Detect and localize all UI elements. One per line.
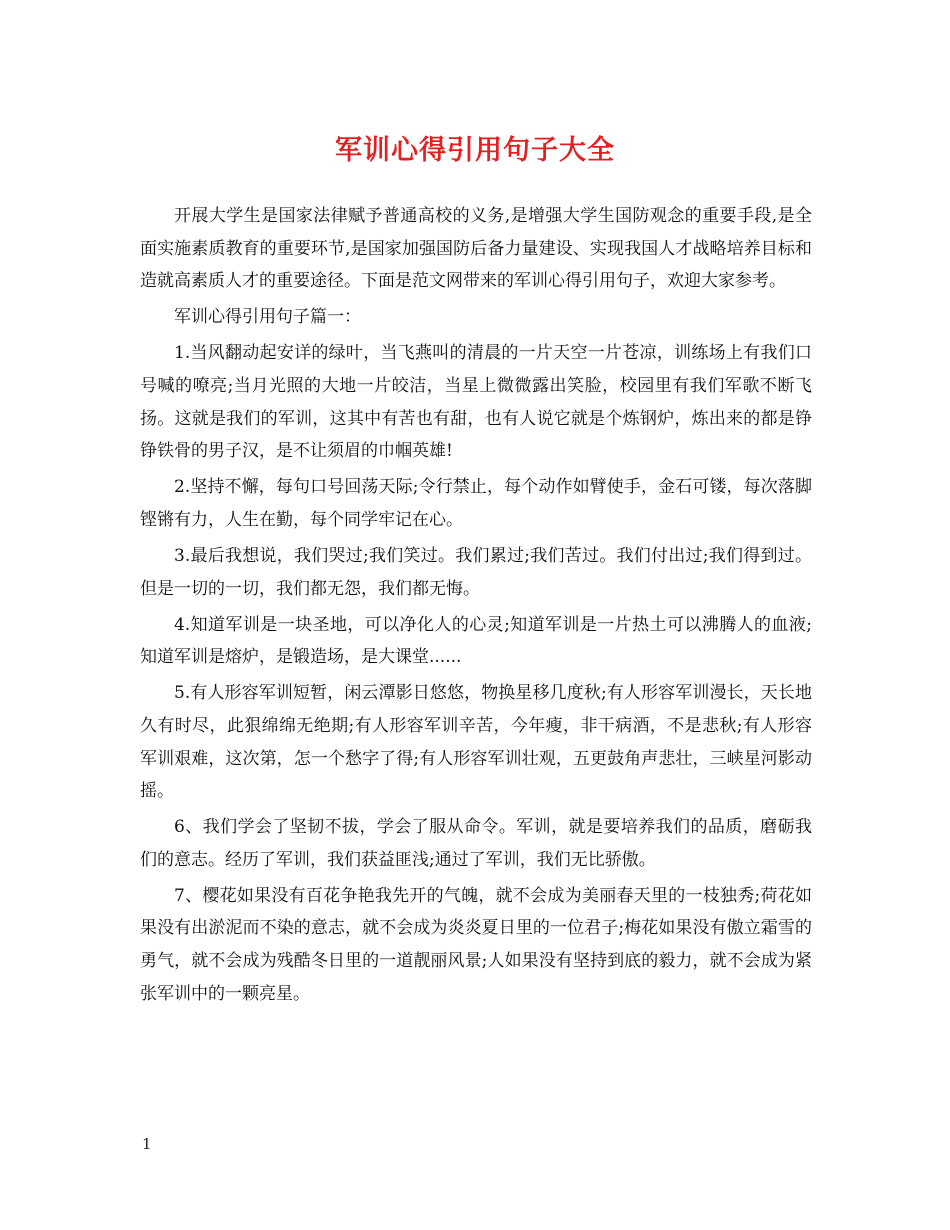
quote-paragraph-4: 4.知道军训是一块圣地，可以净化人的心灵;知道军训是一片热土可以沸腾人的血液;知道军训是熔炉，是锻造场，是大课堂......	[140, 614, 812, 668]
quote-paragraph-3: 3.最后我想说，我们哭过;我们笑过。我们累过;我们苦过。我们付出过;我们得到过。但是一切的一切，我们都无怨，我们都无悔。	[140, 545, 812, 599]
quote-paragraph-1: 1.当风翻动起安详的绿叶，当飞燕叫的清晨的一片天空一片苍凉，训练场上有我们口号喊的嘹亮;当月光照的大地一片皎洁，当星上微微露出笑脸，校园里有我们军歌不断飞扬。这就是我们的军训，这其中有苦也有甜，也有人说它就是个炼钢炉，炼出来的都是铮铮铁骨的男子汉，是不让须眉的巾帼英雄!	[140, 343, 812, 462]
page-number: 1	[142, 1135, 152, 1153]
intro-paragraph: 开展大学生是国家法律赋予普通高校的义务,是增强大学生国防观念的重要手段,是全面实施素质教育的重要环节,是国家加强国防后备力量建设、实现我国人才战略培养目标和造就高素质人才的重要途径。下面是范文网带来的军训心得引用句子，欢迎大家参考。	[140, 206, 812, 292]
quote-paragraph-5: 5.有人形容军训短暂，闲云潭影日悠悠，物换星移几度秋;有人形容军训漫长，天长地久有时尽，此狠绵绵无绝期;有人形容军训辛苦，今年瘦，非干病酒，不是悲秋;有人形容军训艰难，这次第，怎一个愁字了得;有人形容军训壮观，五更鼓角声悲壮，三峡星河影动摇。	[140, 683, 812, 802]
quote-paragraph-6: 6、我们学会了坚韧不拔，学会了服从命令。军训，就是要培养我们的品质，磨砺我们的意志。经历了军训，我们获益匪浅;通过了军训，我们无比骄傲。	[140, 817, 812, 870]
section-heading: 军训心得引用句子篇一：	[174, 307, 361, 328]
quote-paragraph-2: 2.坚持不懈，每句口号回荡天际;令行禁止，每个动作如臂使手，金石可镂，每次落脚铿锵有力，人生在勤，每个同学牢记在心。	[140, 477, 812, 530]
quote-paragraph-7: 7、樱花如果没有百花争艳我先开的气魄，就不会成为美丽春天里的一枝独秀;荷花如果没有出淤泥而不染的意志，就不会成为炎炎夏日里的一位君子;梅花如果没有傲立霜雪的勇气，就不会成为残酷冬日里的一道靓丽风景;人如果没有坚持到底的毅力，就不会成为紧张军训中的一颗亮星。	[140, 885, 812, 1004]
document-body	[140, 200, 812, 1014]
document-title: 军训心得引用句子大全	[335, 135, 615, 166]
